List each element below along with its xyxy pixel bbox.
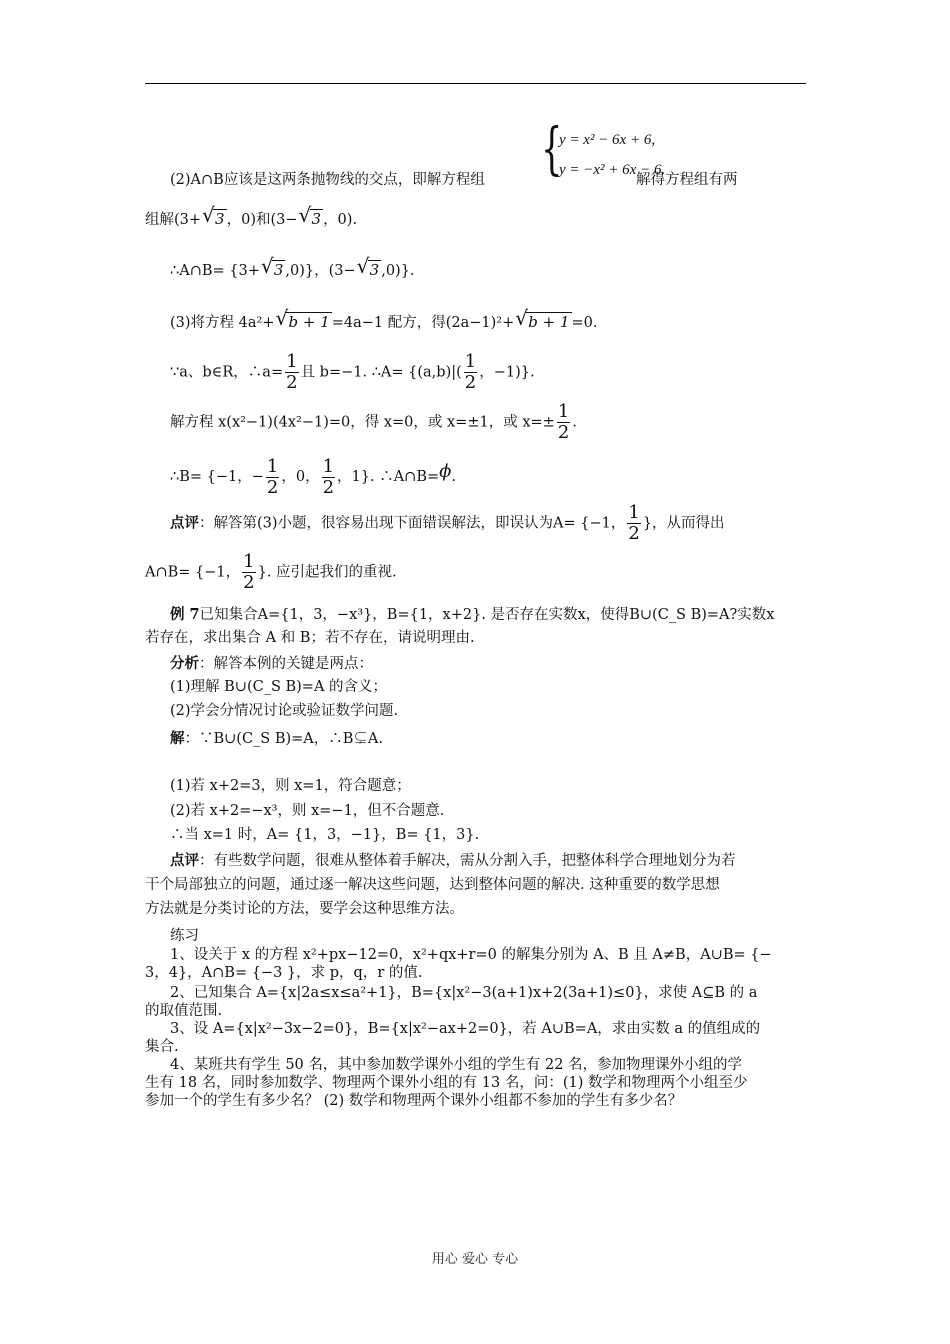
- header-rule: [145, 83, 806, 84]
- exercise-4-line3: 参加一个的学生有多少名？ (2) 数学和物理两个课外小组都不参加的学生有多少名？: [145, 1093, 683, 1109]
- solution-line: 解：∵B∪(C_S B)=A，∴B⊊A.: [170, 730, 384, 747]
- solution-case1: (1)若 x+2=3，则 x=1，符合题意；: [170, 778, 411, 794]
- system-eq1: y = x² − 6x + 6,: [559, 132, 656, 148]
- comment2-line3: 方法就是分类讨论的方法，要学会这种思维方法。: [145, 901, 464, 917]
- example7-line1: 例 7已知集合A={1，3，−x³}，B={1，x+2}. 是否存在实数x，使得B∪(C_S B)=A?实数x: [170, 606, 775, 623]
- fraction-half: $\frac{1}{2}$: [243, 551, 255, 593]
- fraction-half: $\frac{1}{2}$: [322, 455, 335, 498]
- exercises-title: 练习: [170, 928, 199, 944]
- comment2-line2: 干个局部独立的问题，通过逐一解决这些问题，达到整体问题的解决. 这种重要的数学思想: [145, 877, 720, 893]
- exercise-4-line1: 4、某班共有学生 50 名，其中参加数学课外小组的学生有 22 名，参加物理课外小组的学: [170, 1057, 743, 1073]
- p2-line2: 组解(3+ √ 3 ，0)和(3− √ 3 ，0).: [145, 203, 358, 228]
- p3-line: (3)将方程 4a²+ √ b + 1 =4a−1 配方，得(2a−1)²+ √ b + 1 =0.: [170, 306, 598, 331]
- exercise-2-line1: 2、已知集合 A={x|2a≤x≤a²+1}，B={x|x²−3(a+1)x+2(3a+1)≤0}，求使 A⊆B 的 a: [170, 985, 758, 1001]
- p4-line: ∵a、b∈R，∴a= $\frac{1}{2}$ 且 b=−1. ∴A= {(a,b)|( $\frac{1}{2}$ ，−1)}.: [170, 351, 535, 393]
- fraction-half: $\frac{1}{2}$: [557, 401, 570, 443]
- sqrt-3: √ 3: [356, 254, 380, 279]
- fraction-half: $\frac{1}{2}$: [286, 351, 298, 393]
- page-footer: 用心 爱心 专心: [431, 1252, 519, 1267]
- solution-case2: (2)若 x+2=−x³，则 x=−1，但不合题意.: [170, 803, 445, 819]
- exercise-4-line2: 生有 18 名，同时参加数学、物理两个课外小组的有 13 名，问：(1) 数学和物理两个小组至少: [145, 1075, 748, 1091]
- intersection-line: ∴A∩B= {3+ √ 3 ,0)}，(3− √ 3 ,0)}.: [170, 254, 415, 279]
- fraction-half: $\frac{1}{2}$: [628, 502, 640, 544]
- system-brace: {: [541, 117, 563, 182]
- sqrt-3: √ 3: [260, 254, 284, 279]
- exercise-2-line2: 的取值范围.: [145, 1003, 223, 1019]
- example7-line2: 若存在，求出集合 A 和 B；若不存在，请说明理由.: [145, 630, 475, 646]
- solution-conclusion: ∴当 x=1 时，A= {1，3，−1}，B= {1，3}.: [170, 827, 480, 843]
- exercise-1-line1: 1、设关于 x 的方程 x²+px−12=0，x²+qx+r=0 的解集分别为 A、B 且 A≠B，A∪B= {−: [170, 947, 772, 963]
- exercise-3-line1: 3、设 A={x|x²−3x−2=0}，B={x|x²−ax+2=0}，若 A∪B=A，求由实数 a 的值组成的: [170, 1021, 761, 1037]
- analysis-item1: (1)理解 B∪(C_S B)=A 的含义；: [170, 679, 388, 695]
- sqrt-b-plus-1: √ b + 1: [515, 306, 570, 331]
- fraction-half: $\frac{1}{2}$: [266, 455, 279, 498]
- analysis-line: 分析：解答本例的关键是两点：: [170, 655, 373, 672]
- p2-line1: (2)A∩B应该是这两条抛物线的交点，即解方程组 解得方程组有两: [170, 172, 738, 188]
- exercise-3-line2: 集合.: [145, 1039, 179, 1055]
- sqrt-3: √ 3: [202, 203, 225, 228]
- exercise-1-line2: 3，4}，A∩B= {−3 }，求 p，q，r 的值.: [145, 965, 423, 981]
- system-eq2: y = −x² + 6x − 6.: [559, 162, 666, 178]
- sqrt-b-plus-1: √ b + 1: [275, 306, 330, 331]
- comment1-line2: A∩B= {−1， $\frac{1}{2}$ }. 应引起我们的重视.: [145, 551, 397, 593]
- empty-set-symbol: ϕ: [439, 461, 452, 482]
- analysis-item2: (2)学会分情况讨论或验证数学问题.: [170, 703, 399, 719]
- fraction-half: $\frac{1}{2}$: [464, 351, 477, 393]
- comment2-line1: 点评：有些数学问题，很难从整体着手解决，需从分割入手，把整体科学合理地划分为若: [170, 852, 736, 869]
- p5-line: 解方程 x(x²−1)(4x²−1)=0，得 x=0，或 x=±1，或 x=± $\frac{1}{2}$ .: [170, 401, 577, 443]
- sqrt-3: √ 3: [298, 203, 322, 228]
- p6-line: ∴B= {−1，− $\frac{1}{2}$ ，0， $\frac{1}{2}$ ，1}. ∴A∩B=ϕ.: [170, 455, 457, 498]
- comment1-line1: 点评：解答第(3)小题，很容易出现下面错误解法，即误认为A= {−1， $\frac{1}{2}$ }，从而得出: [170, 502, 725, 544]
